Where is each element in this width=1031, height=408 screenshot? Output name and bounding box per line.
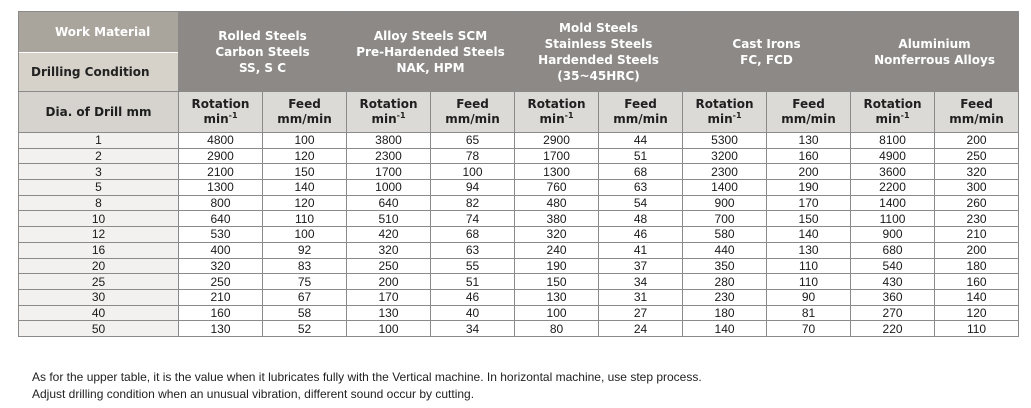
feed-cell: 75	[263, 274, 347, 290]
drill-diameter-cell: 20	[19, 258, 179, 274]
rotation-unit	[515, 112, 598, 127]
rotation-cell: 190	[515, 258, 599, 274]
feed-cell: 65	[431, 133, 515, 149]
feed-cell: 46	[431, 289, 515, 305]
table-row	[19, 242, 1019, 258]
material-group-line: Carbon Steels	[215, 44, 310, 59]
feed-cell: 70	[767, 321, 851, 337]
drilling-condition-label: Drilling Condition	[19, 52, 178, 91]
rotation-cell: 270	[851, 305, 935, 321]
feed-cell: 150	[767, 211, 851, 227]
footnote: As for the upper table, it is the value when it lubricates fully with the Vertical machine. In horizontal machine, use step process.	[32, 370, 702, 384]
rotation-cell: 280	[683, 274, 767, 290]
rotation-cell: 1400	[851, 195, 935, 211]
rotation-label: Rotation	[527, 97, 586, 111]
rotation-cell: 2300	[683, 164, 767, 180]
table-row	[19, 258, 1019, 274]
drill-diameter-cell: 8	[19, 195, 179, 211]
feed-cell: 27	[599, 305, 683, 321]
rotation-cell: 3200	[683, 148, 767, 164]
feed-cell: 54	[599, 195, 683, 211]
feed-cell: 67	[263, 289, 347, 305]
rotation-cell: 200	[347, 274, 431, 290]
rotation-cell: 170	[347, 289, 431, 305]
rotation-cell: 180	[683, 305, 767, 321]
feed-cell: 68	[431, 227, 515, 243]
feed-cell: 31	[599, 289, 683, 305]
rotation-cell: 320	[515, 227, 599, 243]
feed-header	[935, 92, 1019, 133]
rotation-header	[179, 92, 263, 133]
material-group-line: Aluminium	[898, 36, 971, 51]
table-row	[19, 227, 1019, 243]
material-group-line: Rolled Steels	[218, 28, 307, 43]
feed-cell: 160	[935, 274, 1019, 290]
rotation-cell: 2900	[515, 133, 599, 149]
rotation-cell: 700	[683, 211, 767, 227]
feed-cell: 46	[599, 227, 683, 243]
feed-cell: 180	[935, 258, 1019, 274]
rotation-cell: 80	[515, 321, 599, 337]
material-group-header	[179, 12, 347, 92]
material-group-header	[683, 12, 851, 92]
rotation-cell: 1100	[851, 211, 935, 227]
feed-cell: 110	[767, 274, 851, 290]
feed-header	[263, 92, 347, 133]
rotation-unit-exponent: -1	[396, 111, 406, 120]
table-row	[19, 211, 1019, 227]
feed-cell: 140	[263, 180, 347, 196]
material-group-header	[515, 12, 683, 92]
material-group-line: Stainless Steels	[544, 36, 653, 51]
feed-header	[767, 92, 851, 133]
drill-diameter-cell: 3	[19, 164, 179, 180]
feed-unit: mm/min	[949, 112, 1004, 126]
rotation-cell: 440	[683, 242, 767, 258]
rotation-cell: 130	[347, 305, 431, 321]
rotation-cell: 530	[179, 227, 263, 243]
rotation-cell: 800	[179, 195, 263, 211]
rotation-cell: 420	[347, 227, 431, 243]
rotation-label: Rotation	[695, 97, 754, 111]
feed-cell: 34	[431, 321, 515, 337]
drill-diameter-cell: 40	[19, 305, 179, 321]
drilling-conditions-table	[18, 11, 1019, 337]
material-group-header	[347, 12, 515, 92]
material-group-line: Nonferrous Alloys	[874, 52, 995, 67]
material-group-line: (35~45HRC)	[557, 68, 640, 83]
feed-cell: 260	[935, 195, 1019, 211]
feed-cell: 100	[263, 133, 347, 149]
rotation-cell: 350	[683, 258, 767, 274]
feed-cell: 41	[599, 242, 683, 258]
feed-cell: 51	[431, 274, 515, 290]
feed-cell: 48	[599, 211, 683, 227]
feed-unit: mm/min	[613, 112, 668, 126]
rotation-cell: 900	[851, 227, 935, 243]
table-body	[19, 133, 1019, 337]
rotation-header	[683, 92, 767, 133]
rotation-label: Rotation	[359, 97, 418, 111]
rotation-cell: 1700	[515, 148, 599, 164]
drilling-conditions-table-wrapper	[18, 11, 1018, 337]
rotation-cell: 230	[683, 289, 767, 305]
feed-cell: 200	[935, 242, 1019, 258]
rotation-cell: 100	[347, 321, 431, 337]
rotation-cell: 4800	[179, 133, 263, 149]
rotation-cell: 360	[851, 289, 935, 305]
table-row	[19, 148, 1019, 164]
feed-cell: 55	[431, 258, 515, 274]
material-group-header	[851, 12, 1019, 92]
rotation-unit-base: min	[371, 112, 397, 126]
material-group-line: SS, S C	[238, 60, 287, 75]
unit-header-row	[19, 92, 1019, 133]
feed-label: Feed	[456, 97, 489, 111]
feed-cell: 190	[767, 180, 851, 196]
feed-label: Feed	[792, 97, 825, 111]
drill-diameter-cell: 2	[19, 148, 179, 164]
material-group-line: FC, FCD	[740, 52, 793, 67]
rotation-cell: 8100	[851, 133, 935, 149]
material-group-line: Cast Irons	[732, 36, 801, 51]
rotation-cell: 1400	[683, 180, 767, 196]
rotation-cell: 250	[347, 258, 431, 274]
rotation-cell: 3800	[347, 133, 431, 149]
drill-diameter-cell: 50	[19, 321, 179, 337]
table-row	[19, 164, 1019, 180]
drill-diameter-cell: 12	[19, 227, 179, 243]
rotation-cell: 2300	[347, 148, 431, 164]
table-row	[19, 195, 1019, 211]
table-row	[19, 133, 1019, 149]
feed-cell: 94	[431, 180, 515, 196]
table-row	[19, 305, 1019, 321]
rotation-cell: 680	[851, 242, 935, 258]
corner-header	[19, 12, 179, 92]
feed-cell: 90	[767, 289, 851, 305]
rotation-cell: 3600	[851, 164, 935, 180]
material-group-line: Alloy Steels SCM	[373, 28, 488, 43]
footnotes	[32, 369, 702, 403]
feed-cell: 52	[263, 321, 347, 337]
drill-diameter-cell: 16	[19, 242, 179, 258]
material-group-line: Pre-Hardended Steels	[356, 44, 505, 59]
feed-cell: 63	[431, 242, 515, 258]
feed-cell: 78	[431, 148, 515, 164]
rotation-unit	[683, 112, 766, 127]
feed-header	[599, 92, 683, 133]
feed-cell: 58	[263, 305, 347, 321]
feed-cell: 250	[935, 148, 1019, 164]
material-group-line: Mold Steels	[559, 20, 639, 35]
feed-cell: 44	[599, 133, 683, 149]
rotation-cell: 220	[851, 321, 935, 337]
feed-cell: 81	[767, 305, 851, 321]
rotation-cell: 130	[515, 289, 599, 305]
rotation-unit-exponent: -1	[732, 111, 742, 120]
feed-cell: 110	[935, 321, 1019, 337]
work-material-label: Work Material	[19, 12, 178, 52]
rotation-cell: 900	[683, 195, 767, 211]
rotation-cell: 150	[515, 274, 599, 290]
rotation-label: Rotation	[863, 97, 922, 111]
feed-cell: 82	[431, 195, 515, 211]
feed-cell: 210	[935, 227, 1019, 243]
feed-cell: 110	[263, 211, 347, 227]
feed-cell: 120	[263, 195, 347, 211]
feed-label: Feed	[624, 97, 657, 111]
feed-cell: 24	[599, 321, 683, 337]
feed-cell: 140	[767, 227, 851, 243]
rotation-cell: 640	[347, 195, 431, 211]
feed-cell: 230	[935, 211, 1019, 227]
drill-diameter-cell: 30	[19, 289, 179, 305]
rotation-header	[851, 92, 935, 133]
rotation-cell: 240	[515, 242, 599, 258]
rotation-cell: 5300	[683, 133, 767, 149]
rotation-unit-base: min	[539, 112, 565, 126]
rotation-cell: 1000	[347, 180, 431, 196]
rotation-cell: 480	[515, 195, 599, 211]
rotation-cell: 140	[683, 321, 767, 337]
feed-cell: 100	[263, 227, 347, 243]
rotation-cell: 1300	[515, 164, 599, 180]
table-row	[19, 274, 1019, 290]
feed-unit: mm/min	[445, 112, 500, 126]
rotation-cell: 430	[851, 274, 935, 290]
feed-cell: 130	[767, 133, 851, 149]
rotation-unit	[179, 112, 262, 127]
feed-label: Feed	[288, 97, 321, 111]
feed-cell: 92	[263, 242, 347, 258]
rotation-cell: 2100	[179, 164, 263, 180]
table-row	[19, 321, 1019, 337]
rotation-header	[347, 92, 431, 133]
feed-cell: 170	[767, 195, 851, 211]
footnote: Adjust drilling condition when an unusual vibration, different sound occur by cutting.	[32, 387, 475, 401]
rotation-cell: 540	[851, 258, 935, 274]
feed-unit: mm/min	[277, 112, 332, 126]
feed-unit: mm/min	[781, 112, 836, 126]
feed-cell: 140	[935, 289, 1019, 305]
material-group-line: Hardended Steels	[538, 52, 659, 67]
rotation-unit-exponent: -1	[564, 111, 574, 120]
material-group-line: NAK, HPM	[396, 60, 465, 75]
rotation-cell: 640	[179, 211, 263, 227]
rotation-cell: 100	[515, 305, 599, 321]
feed-cell: 130	[767, 242, 851, 258]
drill-diameter-cell: 25	[19, 274, 179, 290]
drill-diameter-cell: 10	[19, 211, 179, 227]
rotation-cell: 380	[515, 211, 599, 227]
feed-cell: 160	[767, 148, 851, 164]
drill-diameter-cell: 5	[19, 180, 179, 196]
rotation-unit-base: min	[875, 112, 901, 126]
rotation-cell: 580	[683, 227, 767, 243]
rotation-unit-base: min	[707, 112, 733, 126]
feed-cell: 37	[599, 258, 683, 274]
feed-cell: 320	[935, 164, 1019, 180]
feed-header	[431, 92, 515, 133]
rotation-unit	[347, 112, 430, 127]
rotation-cell: 320	[347, 242, 431, 258]
feed-cell: 150	[263, 164, 347, 180]
rotation-cell: 130	[179, 321, 263, 337]
feed-cell: 200	[935, 133, 1019, 149]
rotation-cell: 320	[179, 258, 263, 274]
feed-cell: 120	[263, 148, 347, 164]
rotation-cell: 760	[515, 180, 599, 196]
table-row	[19, 180, 1019, 196]
feed-cell: 63	[599, 180, 683, 196]
feed-cell: 40	[431, 305, 515, 321]
rotation-cell: 160	[179, 305, 263, 321]
feed-cell: 100	[431, 164, 515, 180]
rotation-unit-exponent: -1	[900, 111, 910, 120]
drill-diameter-header: Dia. of Drill mm	[19, 92, 179, 133]
feed-label: Feed	[960, 97, 993, 111]
rotation-unit	[851, 112, 934, 127]
feed-cell: 51	[599, 148, 683, 164]
feed-cell: 68	[599, 164, 683, 180]
rotation-cell: 1300	[179, 180, 263, 196]
material-header-row	[19, 12, 1019, 92]
rotation-label: Rotation	[191, 97, 250, 111]
rotation-unit-exponent: -1	[228, 111, 238, 120]
rotation-cell: 400	[179, 242, 263, 258]
feed-cell: 200	[767, 164, 851, 180]
rotation-header	[515, 92, 599, 133]
rotation-cell: 510	[347, 211, 431, 227]
rotation-unit-base: min	[203, 112, 229, 126]
drill-diameter-cell: 1	[19, 133, 179, 149]
rotation-cell: 2900	[179, 148, 263, 164]
rotation-cell: 1700	[347, 164, 431, 180]
feed-cell: 83	[263, 258, 347, 274]
table-row	[19, 289, 1019, 305]
rotation-cell: 250	[179, 274, 263, 290]
feed-cell: 300	[935, 180, 1019, 196]
rotation-cell: 2200	[851, 180, 935, 196]
feed-cell: 120	[935, 305, 1019, 321]
rotation-cell: 210	[179, 289, 263, 305]
feed-cell: 74	[431, 211, 515, 227]
feed-cell: 34	[599, 274, 683, 290]
rotation-cell: 4900	[851, 148, 935, 164]
feed-cell: 110	[767, 258, 851, 274]
